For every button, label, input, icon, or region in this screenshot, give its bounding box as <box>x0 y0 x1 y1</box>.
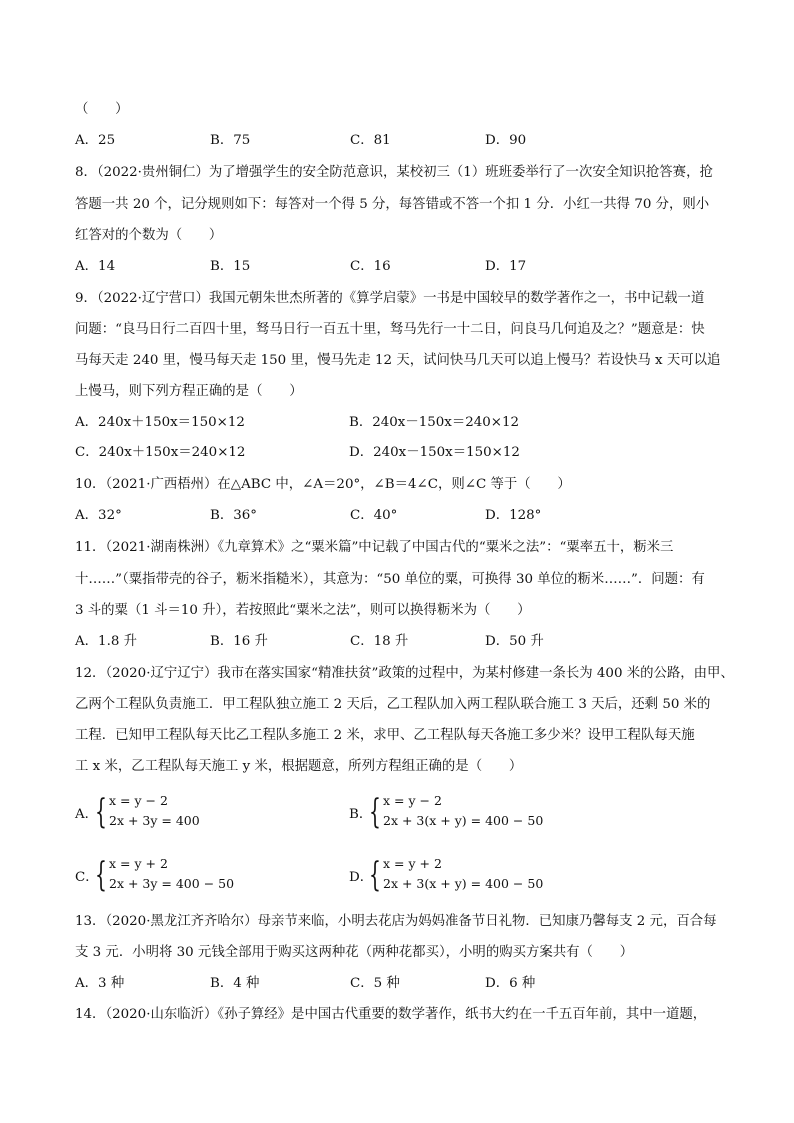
option-a: A．3 种 <box>75 976 125 991</box>
option-c: C．16 <box>350 259 391 274</box>
brace-icon: { <box>95 792 107 832</box>
option-b: B．75 <box>210 133 251 148</box>
q9-options-row2 <box>75 444 715 462</box>
q8-text: 8．（2022·贵州铜仁）为了增强学生的安全防范意识，某校初三（1）班班委举行了一次安全知识抢答赛，抢 <box>75 165 713 180</box>
equation-system-d <box>349 855 609 895</box>
brace-icon: { <box>95 855 107 895</box>
q14-text: 14．（2020·山东临沂）《孙子算经》是中国古代重要的数学著作，纸书大约在一千五百年前，其中一道题， <box>75 1007 707 1022</box>
option-d: D．90 <box>485 133 527 148</box>
option-d-label: D． <box>349 870 374 885</box>
option-a: A．32° <box>75 508 122 523</box>
option-d: D．6 种 <box>485 976 536 991</box>
option-a: A．240x＋150x＝150×12 <box>75 415 245 430</box>
option-c: C．240x＋150x＝240×12 <box>75 445 246 460</box>
option-c: C．81 <box>350 133 391 148</box>
equation-2: 2x + 3(x + y) = 400 − 50 <box>383 813 544 828</box>
option-d: D．17 <box>485 259 527 274</box>
q8-options <box>75 258 715 276</box>
q10-options <box>75 507 715 525</box>
q8-text: 答题一共 20 个，记分规则如下：每答对一个得 5 分，每答错或不答一个扣 1 分．小红一共得 70 分，则小 <box>75 197 710 212</box>
equation-1: x = y − 2 <box>109 793 168 808</box>
option-b: B．4 种 <box>210 976 260 991</box>
q9-options-row1 <box>75 414 715 432</box>
q11-options <box>75 633 715 651</box>
option-a-label: A． <box>75 807 99 822</box>
option-d: D．240x－150x＝150×12 <box>349 445 520 460</box>
q11-text: 3 斗的粟（1 斗＝10 升），若按照此“粟米之法”，则可以换得粝米为（ ） <box>75 603 531 618</box>
equation-2: 2x + 3y = 400 − 50 <box>109 876 235 891</box>
q9-text: 9．（2022·辽宁营口）我国元朝朱世杰所著的《算学启蒙》一书是中国较早的数学著作之一，书中记载一道 <box>75 291 705 306</box>
equation-1: x = y + 2 <box>109 856 168 871</box>
option-b: B．36° <box>210 508 257 523</box>
equation-2: 2x + 3(x + y) = 400 − 50 <box>383 876 544 891</box>
option-b-label: B． <box>349 807 373 822</box>
answer-blank: （ ） <box>75 102 129 117</box>
equation-2: 2x + 3y = 400 <box>109 813 200 828</box>
option-c: C．5 种 <box>350 976 400 991</box>
option-c: C．18 升 <box>350 634 409 649</box>
option-c-label: C． <box>75 870 99 885</box>
equation-system-b <box>349 792 609 832</box>
q9-text: 问题：“良马日行二百四十里，驽马日行一百五十里，驽马先行一十二日，问良马几何追及之？”题意是：快 <box>75 322 705 337</box>
q12-text: 乙两个工程队负责施工．甲工程队独立施工 2 天后，乙工程队加入两工程队联合施工 3 天后，还剩 50 米的 <box>75 697 711 712</box>
q9-text: 上慢马，则下列方程正确的是（ ） <box>75 384 303 399</box>
option-d: D．128° <box>485 508 542 523</box>
equation-system-c <box>75 855 335 895</box>
q13-text: 13．（2020·黑龙江齐齐哈尔）母亲节来临，小明去花店为妈妈准备节日礼物．已知康乃馨每支 2 元，百合每 <box>75 914 717 929</box>
option-b: B．240x－150x＝240×12 <box>349 415 520 430</box>
q12-text: 12．（2020·辽宁辽宁）我市在落实国家“精准扶贫”政策的过程中，为某村修建一条长为 400 米的公路，由甲、 <box>75 666 734 681</box>
q9-text: 马每天走 240 里，慢马每天走 150 里，慢马先走 12 天，试问快马几天可以追上慢马？若设快马 x 天可以追 <box>75 353 721 368</box>
option-a: A．1.8 升 <box>75 634 138 649</box>
option-d: D．50 升 <box>485 634 544 649</box>
q13-options <box>75 975 715 993</box>
equation-system-a <box>75 792 335 832</box>
q8-text: 红答对的个数为（ ） <box>75 228 223 243</box>
q12-text: 工程．已知甲工程队每天比乙工程队多施工 2 米，求甲、乙工程队每天各施工多少米？设甲工程队每天施 <box>75 728 695 743</box>
q13-text: 支 3 元．小明将 30 元钱全部用于购买这两种花（两种花都买），小明的购买方案共有（ ） <box>75 945 634 960</box>
q7-options <box>75 132 715 150</box>
option-b: B．16 升 <box>210 634 268 649</box>
equation-1: x = y − 2 <box>383 793 442 808</box>
q11-text: 十……”（粟指带壳的谷子，粝米指糙米），其意为：“50 单位的粟，可换得 30 单位的粝米……”．问题：有 <box>75 572 705 587</box>
equation-1: x = y + 2 <box>383 856 442 871</box>
brace-icon: { <box>369 792 381 832</box>
option-c: C．40° <box>350 508 398 523</box>
q12-text: 工 x 米，乙工程队每天施工 y 米，根据题意，所列方程组正确的是（ ） <box>75 759 523 774</box>
q11-text: 11．（2021·湖南株洲）《九章算术》之“粟米篇”中记载了中国古代的“粟米之法”：“粟率五十，粝米三 <box>75 540 674 555</box>
option-b: B．15 <box>210 259 251 274</box>
option-a: A．14 <box>75 259 116 274</box>
brace-icon: { <box>369 855 381 895</box>
option-a: A．25 <box>75 133 116 148</box>
q10-text: 10．（2021·广西梧州）在△ABC 中，∠A＝20°，∠B＝4∠C，则∠C 等于（ ） <box>75 477 571 492</box>
